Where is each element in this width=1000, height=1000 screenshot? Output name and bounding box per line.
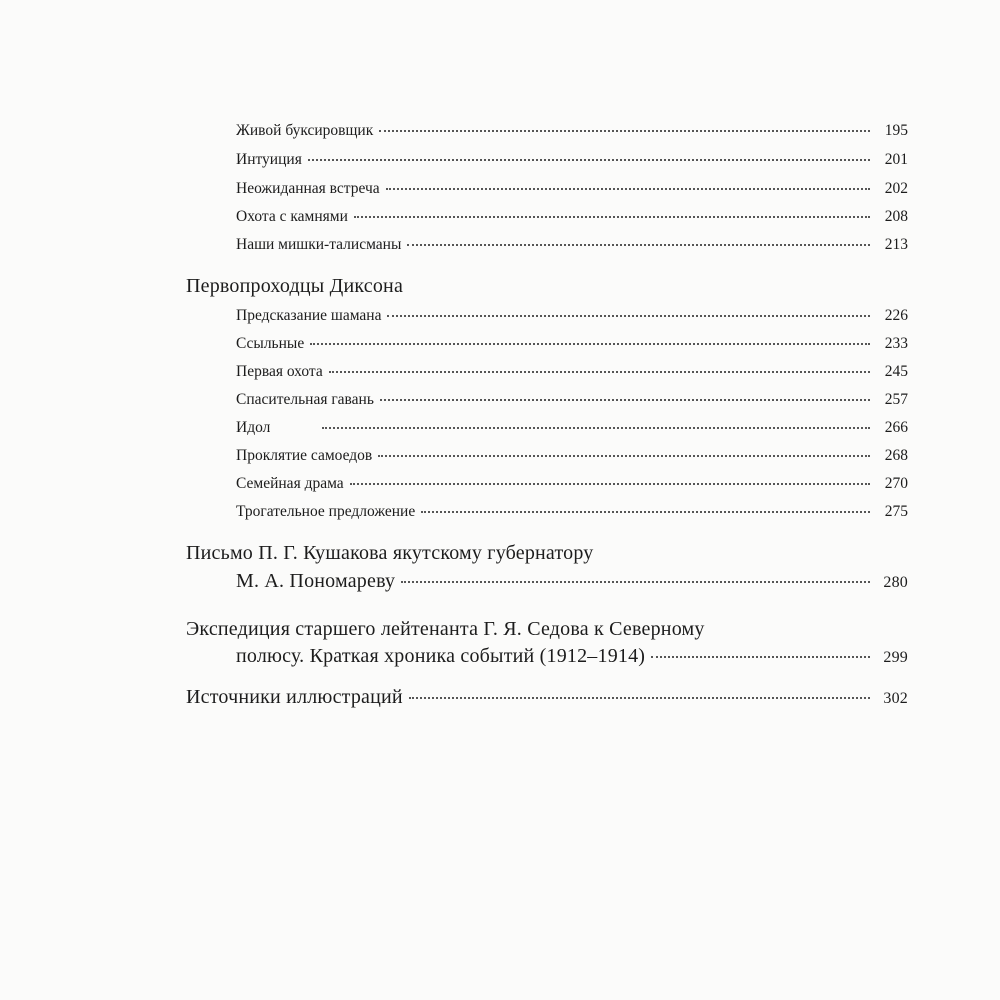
toc-entry-title: Интуиция [236,151,302,168]
toc-entry-page: 245 [884,363,908,380]
dot-leader [380,399,870,401]
toc-entry-title: Источники иллюстраций [186,686,403,708]
toc-entry [236,475,908,497]
toc-entry [236,208,908,230]
dot-leader [310,343,870,345]
toc-entry-page: 213 [884,236,908,253]
dot-leader [350,483,870,485]
toc-main-entry-line2 [236,570,908,598]
toc-entry-page: 266 [884,419,908,436]
toc-entry-title: Охота с камнями [236,208,348,225]
toc-entry-page: 257 [884,391,908,408]
toc-entry-page: 208 [884,208,908,225]
toc-entry-title: Экспедиция старшего лейтенанта Г. Я. Седова к Северному [186,618,705,640]
toc-entry-title: Неожиданная встреча [236,180,380,197]
dot-leader [378,455,870,457]
toc-entry-title: Ссыльные [236,335,305,352]
dot-leader [651,656,870,658]
toc-entry-page: 299 [883,649,908,666]
dot-leader [407,244,870,246]
dot-leader [354,216,870,218]
dot-leader [308,159,870,161]
toc-entry [236,419,908,441]
toc-entry-title: Письмо П. Г. Кушакова якутскому губернатору [186,542,594,564]
toc-entry [236,180,908,202]
toc-entry [236,122,908,144]
toc-entry-page: 275 [884,503,908,520]
toc-entry [236,447,908,469]
toc-entry-page: 268 [884,447,908,464]
toc-entry [236,503,908,525]
dot-leader [329,371,870,373]
toc-entry-title: Трогательное предложение [236,503,416,520]
toc-main-entry-line2 [236,645,908,673]
dot-leader [401,581,870,583]
toc-entry-title-continued: полюсу. Краткая хроника событий (1912–1914) [236,645,646,667]
toc-entry [236,307,908,329]
dot-leader [409,697,870,699]
dot-leader [322,427,870,429]
toc-entry-page: 233 [884,335,908,352]
toc-entry-page: 302 [883,690,908,707]
toc-entry-title: Предсказание шамана [236,307,382,324]
toc-entry [236,236,908,258]
toc-entry [236,335,908,357]
dot-leader [387,315,870,317]
toc-section-heading [186,275,908,303]
toc-entry-page: 195 [884,122,908,139]
toc-entry [236,151,908,173]
dot-leader [421,511,870,513]
toc-entry-title: Наши мишки-талисманы [236,236,402,253]
toc-main-entry [186,686,908,714]
dot-leader [386,188,870,190]
toc-entry-page: 280 [883,574,908,591]
dot-leader [379,130,870,132]
toc-entry [236,391,908,413]
toc-entry-title: Проклятие самоедов [236,447,373,464]
toc-entry-title: Идол [236,419,271,436]
toc-entry-page: 226 [884,307,908,324]
toc-entry-title: Семейная драма [236,475,344,492]
toc-entry-title: Живой буксировщик [236,122,374,139]
toc-entry [236,363,908,385]
toc-entry-page: 202 [884,180,908,197]
toc-entry-title: Спасительная гавань [236,391,374,408]
toc-entry-title-continued: М. А. Пономареву [236,570,396,592]
section-heading-title: Первопроходцы Диксона [186,275,404,297]
toc-main-entry-line1 [186,618,908,646]
toc-entry-page: 270 [884,475,908,492]
toc-entry-title: Первая охота [236,363,323,380]
toc-main-entry-line1 [186,542,908,570]
toc-entry-page: 201 [884,151,908,168]
